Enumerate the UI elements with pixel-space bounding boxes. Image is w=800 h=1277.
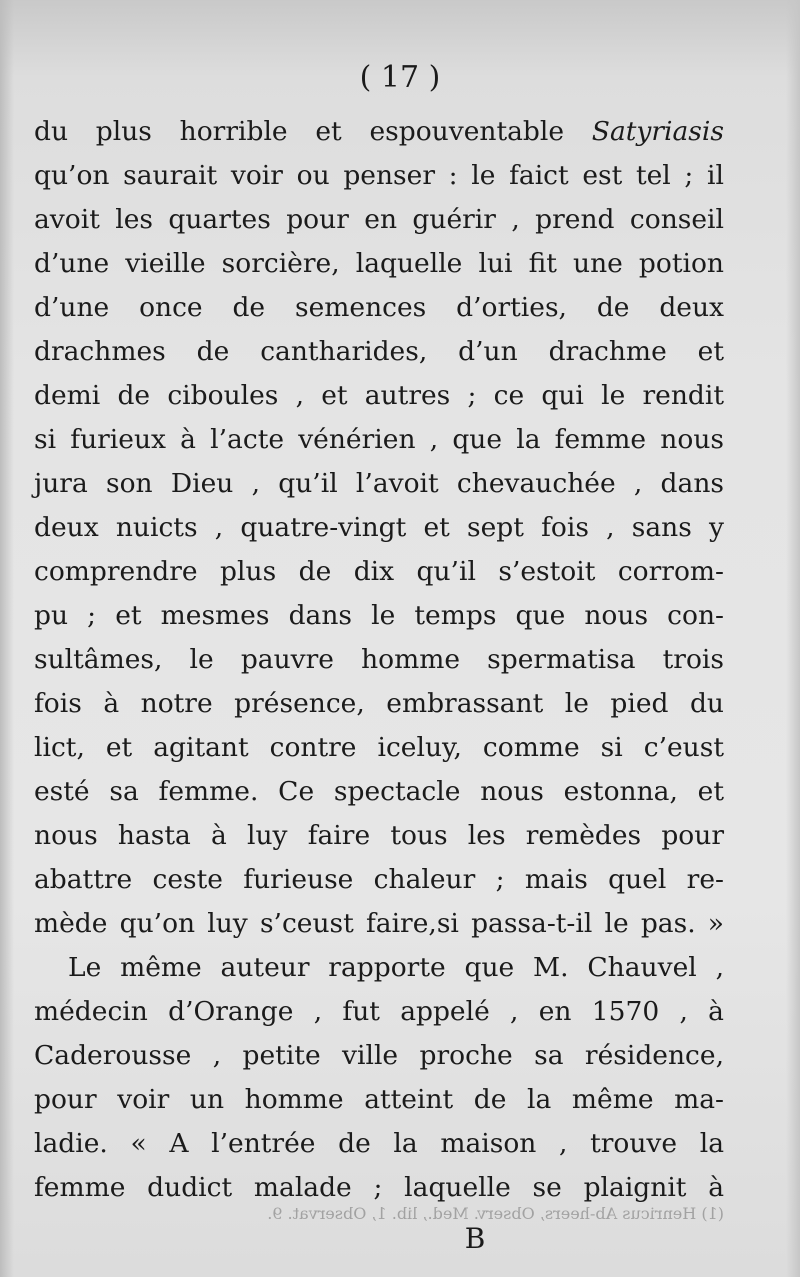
bleedthrough-footnote: (1) Henricus Ab-heers, Observ. Med., lib. 1, Observat. 9. (267, 1204, 724, 1223)
text-line: d’une vieille sorcière, laquelle lui fit une potion (34, 248, 724, 279)
text-line: qu’on saurait voir ou penser : le faict est tel ; il (34, 160, 724, 191)
text-line: fois à notre présence, embrassant le pied du (34, 688, 724, 719)
text-line: comprendre plus de dix qu’il s’estoit corrom- (34, 556, 724, 587)
text-line: esté sa femme. Ce spectacle nous estonna, et (34, 776, 724, 807)
signature-mark-container (0, 1222, 800, 1255)
text-line (34, 110, 724, 154)
italic-term: Satyriasis (591, 116, 724, 147)
text-line: Caderousse , petite ville proche sa résidence, (34, 1040, 724, 1071)
page-number: ( 17 ) (359, 60, 441, 95)
text-line-start: du plus horrible et espouventable (34, 116, 592, 147)
page-edge-left (0, 0, 14, 1277)
text-line: femme dudict malade ; laquelle se plaignit à (34, 1172, 724, 1203)
signature-mark: B (464, 1222, 486, 1255)
text-line: Le même auteur rapporte que M. Chauvel , (68, 952, 724, 983)
text-line: lict, et agitant contre iceluy, comme si c’eust (34, 732, 724, 763)
text-line: demi de ciboules , et autres ; ce qui le rendit (34, 380, 724, 411)
text-line: drachmes de cantharides, d’un drachme et (34, 336, 724, 367)
text-line: nous hasta à luy faire tous les remèdes pour (34, 820, 724, 851)
text-line: mède qu’on luy s’ceust faire,si passa-t-il le pas. » (34, 908, 724, 939)
text-line: si furieux à l’acte vénérien , que la femme nous (34, 424, 724, 455)
text-line: pour voir un homme atteint de la même ma- (34, 1084, 724, 1115)
page-edge-right (786, 0, 800, 1277)
text-line: sultâmes, le pauvre homme spermatisa trois (34, 644, 724, 675)
text-line: jura son Dieu , qu’il l’avoit chevauchée , dans (34, 468, 724, 499)
text-line: médecin d’Orange , fut appelé , en 1570 , à (34, 996, 724, 1027)
text-line: pu ; et mesmes dans le temps que nous con- (34, 600, 724, 631)
body-text (34, 110, 724, 1210)
text-line: abattre ceste furieuse chaleur ; mais quel re- (34, 864, 724, 895)
text-line: d’une once de semences d’orties, de deux (34, 292, 724, 323)
text-line: deux nuicts , quatre-vingt et sept fois , sans y (34, 512, 724, 543)
text-line: ladie. « A l’entrée de la maison , trouve la (34, 1128, 724, 1159)
text-line: avoit les quartes pour en guérir , prend conseil (34, 204, 724, 235)
